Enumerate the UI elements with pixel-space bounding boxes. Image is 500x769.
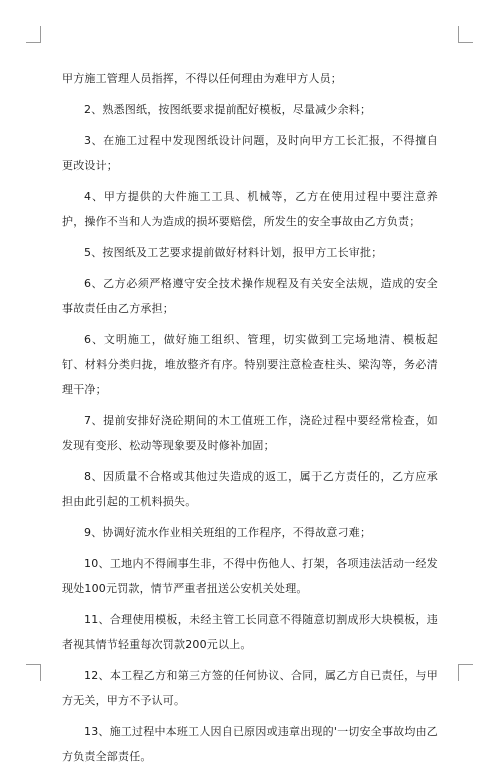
paragraph-item-2: 2、熟悉图纸，按图纸要求提前配好模板，尽量减少余料；: [84, 103, 372, 116]
paragraph-item-12: 12、本工程乙方和第三方签的任何协议、合同，属乙方自已责任，与甲方无关，甲方不予认可。: [62, 669, 438, 707]
paragraph-item-7: 7、提前安排好浇砼期间的木工值班工作，浇砼过程中要经常检查，如发现有变形、松动等现象要及时修补加固；: [62, 414, 438, 452]
paragraph-item-3: 3、在施工过程中发现图纸设计问题，及时向甲方工长汇报，不得擅自更改设计；: [62, 134, 438, 172]
paragraph-item-5: 5、按图纸及工艺要求提前做好材料计划，报甲方工长审批；: [84, 246, 383, 259]
paragraph-item-13: 13、施工过程中本班工人因自已原因或违章出现的'一切安全事故均由乙方负责全部责任。: [62, 725, 438, 763]
paragraph-item-6a: 6、乙方必须严格遵守安全技术操作规程及有关安全法规，造成的安全事故责任由乙方承担；: [62, 277, 438, 315]
paragraph-item-8: 8、因质量不合格或其他过失造成的返工，属于乙方责任的，乙方应承担由此引起的工机料损失。: [62, 470, 438, 508]
crop-mark-bottom-left: [26, 664, 41, 681]
document-body: [62, 66, 438, 769]
paragraph-item-9: 9、协调好流水作业相关班组的工作程序，不得故意刁难；: [84, 526, 372, 539]
crop-mark-top-right: [458, 26, 473, 43]
paragraph-item-10: 10、工地内不得闹事生非，不得中伤他人、打架，各项违法活动一经发现处100元罚款，情节严重者扭送公安机关处理。: [62, 557, 438, 595]
paragraph-item-11: 11、合理使用模板，未经主管工长同意不得随意切割成形大块模板，违者视其情节轻重每次罚款200元以上。: [62, 613, 438, 651]
paragraph-item-4: 4、甲方提供的大件施工工具、机械等，乙方在使用过程中要注意养护，操作不当和人为造成的损坏要赔偿，所发生的安全事故由乙方负责；: [62, 190, 438, 228]
crop-mark-top-left: [26, 26, 41, 43]
crop-mark-bottom-right: [458, 664, 473, 681]
paragraph-item-6b: 6、文明施工，做好施工组织、管理，切实做到工完场地清、模板起钉、材料分类归拢，堆放整齐有序。特别要注意检查柱头、梁沟等，务必清理干净；: [62, 333, 438, 396]
paragraph-continuation: 甲方施工管理人员指挥，不得以任何理由为难甲方人员；: [62, 72, 342, 85]
